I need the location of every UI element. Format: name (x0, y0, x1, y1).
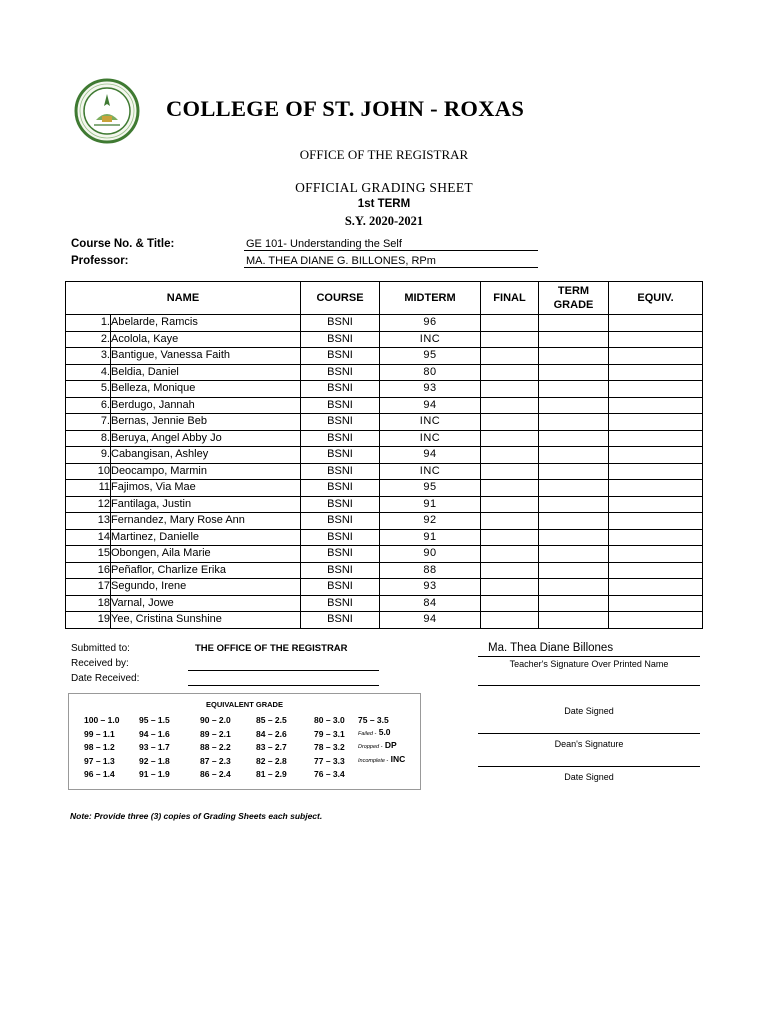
student-name: Abelarde, Ramcis (111, 315, 301, 332)
office-title: OFFICE OF THE REGISTRAR (299, 147, 469, 162)
table-row (66, 364, 703, 381)
footer-note: Note: Provide three (3) copies of Grading Sheets each subject. (70, 811, 323, 821)
equiv-grade (609, 496, 703, 513)
header-course: COURSE (301, 282, 380, 315)
term-grade (539, 447, 609, 464)
table-row (66, 496, 703, 513)
eq-last-1: 75 – 3.5 (358, 715, 389, 725)
final-grade (481, 430, 539, 447)
term-grade (539, 612, 609, 629)
midterm-grade: 94 (380, 397, 481, 414)
table-row (66, 381, 703, 398)
eq-incomplete-value: INC (390, 754, 406, 764)
final-grade (481, 546, 539, 563)
row-number: 5. (66, 381, 111, 398)
table-row (66, 315, 703, 332)
student-name: Fantilaga, Justin (111, 496, 301, 513)
student-name: Acolola, Kaye (111, 331, 301, 348)
row-number: 11 (66, 480, 111, 497)
sheet-title: OFFICIAL GRADING SHEET (295, 180, 473, 195)
equivalent-entry: 80 – 3.0 (314, 715, 345, 725)
college-seal (72, 78, 142, 144)
equiv-grade (609, 595, 703, 612)
final-grade (481, 381, 539, 398)
student-course: BSNI (301, 430, 380, 447)
equiv-grade (609, 546, 703, 563)
equivalent-entry: 90 – 2.0 (200, 715, 231, 725)
table-row (66, 348, 703, 365)
term-grade (539, 496, 609, 513)
student-name: Martinez, Danielle (111, 529, 301, 546)
student-name: Fernandez, Mary Rose Ann (111, 513, 301, 530)
school-year: S.Y. 2020-2021 (344, 214, 424, 228)
equivalent-entry: 78 – 3.2 (314, 742, 345, 752)
student-course: BSNI (301, 381, 380, 398)
student-name: Belleza, Monique (111, 381, 301, 398)
student-course: BSNI (301, 348, 380, 365)
student-course: BSNI (301, 447, 380, 464)
eq-failed-label: Failed - (358, 731, 377, 737)
table-row (66, 529, 703, 546)
midterm-grade: INC (380, 414, 481, 431)
table-row (66, 447, 703, 464)
date-signed-line-1 (478, 685, 700, 686)
term-grade (539, 315, 609, 332)
final-grade (481, 397, 539, 414)
table-row (66, 480, 703, 497)
term-grade (539, 430, 609, 447)
submitted-label: Submitted to: (71, 643, 130, 654)
final-grade (481, 315, 539, 332)
equiv-grade (609, 463, 703, 480)
student-name: Berdugo, Jannah (111, 397, 301, 414)
term-grade (539, 348, 609, 365)
equiv-grade (609, 364, 703, 381)
student-course: BSNI (301, 331, 380, 348)
student-name: Cabangisan, Ashley (111, 447, 301, 464)
row-number: 16 (66, 562, 111, 579)
student-course: BSNI (301, 496, 380, 513)
student-course: BSNI (301, 546, 380, 563)
header-equiv: EQUIV. (609, 282, 703, 315)
equiv-grade (609, 480, 703, 497)
table-row (66, 579, 703, 596)
student-name: Bernas, Jennie Beb (111, 414, 301, 431)
equivalent-entry: 86 – 2.4 (200, 769, 231, 779)
student-name: Peñaflor, Charlize Erika (111, 562, 301, 579)
eq-failed (358, 727, 391, 737)
professor-value: MA. THEA DIANE G. BILLONES, RPm (244, 255, 538, 268)
grades-table (65, 281, 703, 629)
equivalent-entry: 91 – 1.9 (139, 769, 170, 779)
eq-dropped-label: Dropped - (358, 744, 383, 750)
eq-dropped (358, 740, 397, 750)
student-course: BSNI (301, 579, 380, 596)
equiv-grade (609, 331, 703, 348)
header-name: NAME (66, 282, 301, 315)
row-number: 3. (66, 348, 111, 365)
equiv-grade (609, 315, 703, 332)
received-label: Received by: (71, 658, 129, 669)
row-number: 4. (66, 364, 111, 381)
course-value: GE 101- Understanding the Self (244, 238, 538, 251)
student-name: Varnal, Jowe (111, 595, 301, 612)
midterm-grade: 95 (380, 480, 481, 497)
row-number: 8. (66, 430, 111, 447)
midterm-grade: 94 (380, 447, 481, 464)
equivalent-entry: 81 – 2.9 (256, 769, 287, 779)
final-grade (481, 414, 539, 431)
term-grade (539, 414, 609, 431)
midterm-grade: 80 (380, 364, 481, 381)
final-grade (481, 364, 539, 381)
student-course: BSNI (301, 595, 380, 612)
date-received-line (188, 685, 379, 686)
table-row (66, 513, 703, 530)
equiv-grade (609, 397, 703, 414)
equivalent-entry: 99 – 1.1 (84, 728, 115, 739)
row-number: 18 (66, 595, 111, 612)
equivalent-entry: 83 – 2.7 (256, 742, 287, 752)
eq-dropped-value: DP (384, 740, 397, 750)
equiv-grade (609, 381, 703, 398)
equivalent-entry: 88 – 2.2 (200, 742, 231, 752)
final-grade (481, 529, 539, 546)
student-course: BSNI (301, 612, 380, 629)
midterm-grade: 96 (380, 315, 481, 332)
teacher-sig-label: Teacher's Signature Over Printed Name (509, 659, 669, 669)
equiv-grade (609, 529, 703, 546)
term-grade (539, 480, 609, 497)
date-signed-1: Date Signed (564, 706, 614, 716)
table-header-row (66, 282, 703, 315)
table-row (66, 397, 703, 414)
equivalent-entry: 96 – 1.4 (84, 769, 115, 779)
final-grade (481, 612, 539, 629)
equivalent-entry: 87 – 2.3 (200, 755, 231, 766)
term-grade (539, 397, 609, 414)
final-grade (481, 331, 539, 348)
student-course: BSNI (301, 529, 380, 546)
row-number: 10 (66, 463, 111, 480)
equiv-grade (609, 562, 703, 579)
equivalent-grade-box (68, 693, 421, 790)
term-grade (539, 579, 609, 596)
midterm-grade: 90 (380, 546, 481, 563)
eq-incomplete (358, 754, 405, 764)
teacher-name: Ma. Thea Diane Billones (488, 642, 614, 654)
student-course: BSNI (301, 463, 380, 480)
student-course: BSNI (301, 480, 380, 497)
equiv-grade (609, 414, 703, 431)
student-course: BSNI (301, 414, 380, 431)
row-number: 7. (66, 414, 111, 431)
course-label: Course No. & Title: (71, 238, 175, 250)
date-signed-2: Date Signed (564, 772, 614, 782)
student-name: Bantigue, Vanessa Faith (111, 348, 301, 365)
equiv-grade (609, 612, 703, 629)
header-final: FINAL (481, 282, 539, 315)
midterm-grade: 93 (380, 381, 481, 398)
student-name: Segundo, Irene (111, 579, 301, 596)
student-course: BSNI (301, 315, 380, 332)
table-row (66, 414, 703, 431)
eq-incomplete-label: Incomplete - (358, 758, 389, 764)
midterm-grade: 84 (380, 595, 481, 612)
equivalent-entry: 98 – 1.2 (84, 742, 115, 752)
student-name: Yee, Cristina Sunshine (111, 612, 301, 629)
term-grade (539, 562, 609, 579)
term-grade (539, 364, 609, 381)
student-name: Beruya, Angel Abby Jo (111, 430, 301, 447)
row-number: 12 (66, 496, 111, 513)
term-grade (539, 463, 609, 480)
term-label: 1st TERM (357, 198, 411, 210)
header-term-grade: TERM GRADE (539, 282, 609, 315)
equivalent-entry: 82 – 2.8 (256, 755, 287, 766)
term-grade (539, 546, 609, 563)
row-number: 13 (66, 513, 111, 530)
table-row (66, 595, 703, 612)
midterm-grade: 94 (380, 612, 481, 629)
teacher-line (478, 656, 700, 657)
equivalent-entry: 97 – 1.3 (84, 755, 115, 766)
final-grade (481, 579, 539, 596)
student-course: BSNI (301, 364, 380, 381)
equiv-grade (609, 430, 703, 447)
grades-body (66, 315, 703, 629)
term-grade (539, 513, 609, 530)
equivalent-entry: 89 – 2.1 (200, 728, 231, 739)
equiv-grade (609, 348, 703, 365)
header-midterm: MIDTERM (380, 282, 481, 315)
final-grade (481, 447, 539, 464)
table-row (66, 546, 703, 563)
row-number: 17 (66, 579, 111, 596)
received-line (188, 670, 379, 671)
date-received-label: Date Received: (71, 673, 140, 684)
final-grade (481, 496, 539, 513)
table-row (66, 612, 703, 629)
eq-failed-value: 5.0 (378, 727, 391, 737)
equivalent-entry: 84 – 2.6 (256, 728, 287, 739)
dean-sig-label: Dean's Signature (554, 739, 624, 749)
midterm-grade: INC (380, 463, 481, 480)
row-number: 19 (66, 612, 111, 629)
term-grade (539, 381, 609, 398)
equiv-grade (609, 579, 703, 596)
equivalent-entry: 93 – 1.7 (139, 742, 170, 752)
equivalent-entry: 77 – 3.3 (314, 755, 345, 766)
equivalent-entry: 79 – 3.1 (314, 728, 345, 739)
row-number: 1. (66, 315, 111, 332)
equivalent-entry: 76 – 3.4 (314, 769, 345, 779)
student-name: Fajimos, Via Mae (111, 480, 301, 497)
student-course: BSNI (301, 562, 380, 579)
term-grade (539, 331, 609, 348)
student-name: Obongen, Aila Marie (111, 546, 301, 563)
row-number: 14 (66, 529, 111, 546)
midterm-grade: INC (380, 430, 481, 447)
student-course: BSNI (301, 397, 380, 414)
equivalent-entry: 94 – 1.6 (139, 728, 170, 739)
term-grade (539, 529, 609, 546)
midterm-grade: 91 (380, 496, 481, 513)
midterm-grade: 91 (380, 529, 481, 546)
row-number: 9. (66, 447, 111, 464)
final-grade (481, 562, 539, 579)
equivalent-entry: 85 – 2.5 (256, 715, 287, 725)
row-number: 6. (66, 397, 111, 414)
midterm-grade: 88 (380, 562, 481, 579)
submitted-value: THE OFFICE OF THE REGISTRAR (195, 643, 348, 654)
date-signed-line-2 (478, 766, 700, 767)
student-course: BSNI (301, 513, 380, 530)
midterm-grade: 93 (380, 579, 481, 596)
college-name: COLLEGE OF ST. JOHN - ROXAS (166, 96, 525, 121)
row-number: 2. (66, 331, 111, 348)
final-grade (481, 463, 539, 480)
final-grade (481, 348, 539, 365)
midterm-grade: INC (380, 331, 481, 348)
equiv-grade (609, 513, 703, 530)
table-row (66, 331, 703, 348)
equivalent-entry: 95 – 1.5 (139, 715, 170, 725)
table-row (66, 430, 703, 447)
equivalent-entry: 92 – 1.8 (139, 755, 170, 766)
final-grade (481, 480, 539, 497)
midterm-grade: 92 (380, 513, 481, 530)
table-row (66, 562, 703, 579)
student-name: Beldia, Daniel (111, 364, 301, 381)
equivalent-title: EQUIVALENT GRADE (206, 700, 283, 709)
table-row (66, 463, 703, 480)
final-grade (481, 513, 539, 530)
row-number: 15 (66, 546, 111, 563)
professor-label: Professor: (71, 255, 129, 267)
term-grade (539, 595, 609, 612)
equivalent-entry: 100 – 1.0 (84, 715, 120, 725)
equiv-grade (609, 447, 703, 464)
dean-line (478, 733, 700, 734)
midterm-grade: 95 (380, 348, 481, 365)
final-grade (481, 595, 539, 612)
student-name: Deocampo, Marmin (111, 463, 301, 480)
